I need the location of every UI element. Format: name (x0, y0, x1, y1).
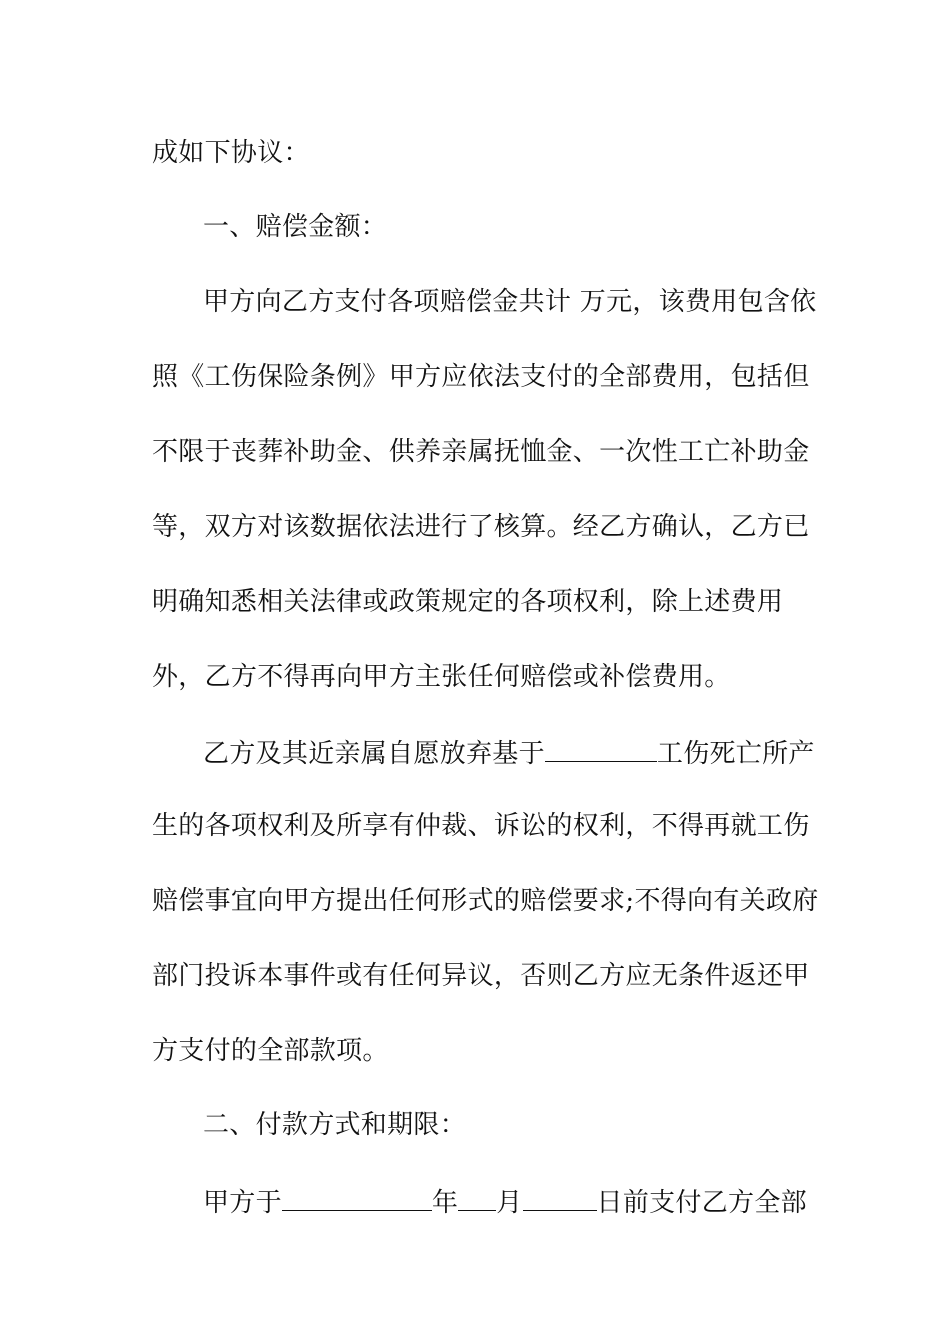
fill-in-blank (545, 735, 657, 762)
paragraph-line: 生的各项权利及所享有仲裁、诉讼的权利，不得再就工伤 (152, 811, 810, 841)
paragraph-line: 方支付的全部款项。 (152, 1036, 389, 1066)
paragraph-line: 外，乙方不得再向甲方主张任何赔偿或补偿费用。 (152, 662, 731, 692)
fill-in-blank-month (458, 1184, 496, 1211)
paragraph-line: 成如下协议： (152, 138, 310, 168)
paragraph-line (203, 735, 813, 770)
fill-in-blank-year (282, 1184, 432, 1211)
section-heading: 二、付款方式和期限： (203, 1110, 467, 1140)
fill-in-blank-day (523, 1184, 597, 1211)
text-segment: 乙方及其近亲属自愿放弃基于 (203, 739, 545, 769)
paragraph-line: 明确知悉相关法律或政策规定的各项权利，除上述费用 (152, 587, 784, 617)
paragraph-line: 甲方向乙方支付各项赔偿金共计 万元，该费用包含依 (203, 287, 817, 317)
paragraph-line: 赔偿事宜向甲方提出任何形式的赔偿要求;不得向有关政府 (152, 886, 819, 916)
text-segment: 日前支付乙方全部 (596, 1188, 807, 1218)
paragraph-line (203, 1184, 813, 1219)
text-segment: 工伤死亡所产 (656, 739, 815, 769)
paragraph-line: 部门投诉本事件或有任何异议，否则乙方应无条件返还甲 (152, 961, 810, 991)
text-segment: 年 (431, 1188, 459, 1218)
paragraph-line: 不限于丧葬补助金、供养亲属抚恤金、一次性工亡补助金 (152, 437, 810, 467)
section-heading: 一、赔偿金额： (203, 212, 388, 242)
text-segment: 甲方于 (203, 1188, 282, 1218)
paragraph-line: 等，双方对该数据依法进行了核算。经乙方确认，乙方已 (152, 512, 810, 542)
paragraph-line: 照《工伤保险条例》甲方应依法支付的全部费用，包括但 (152, 362, 810, 392)
text-segment: 月 (496, 1188, 523, 1218)
